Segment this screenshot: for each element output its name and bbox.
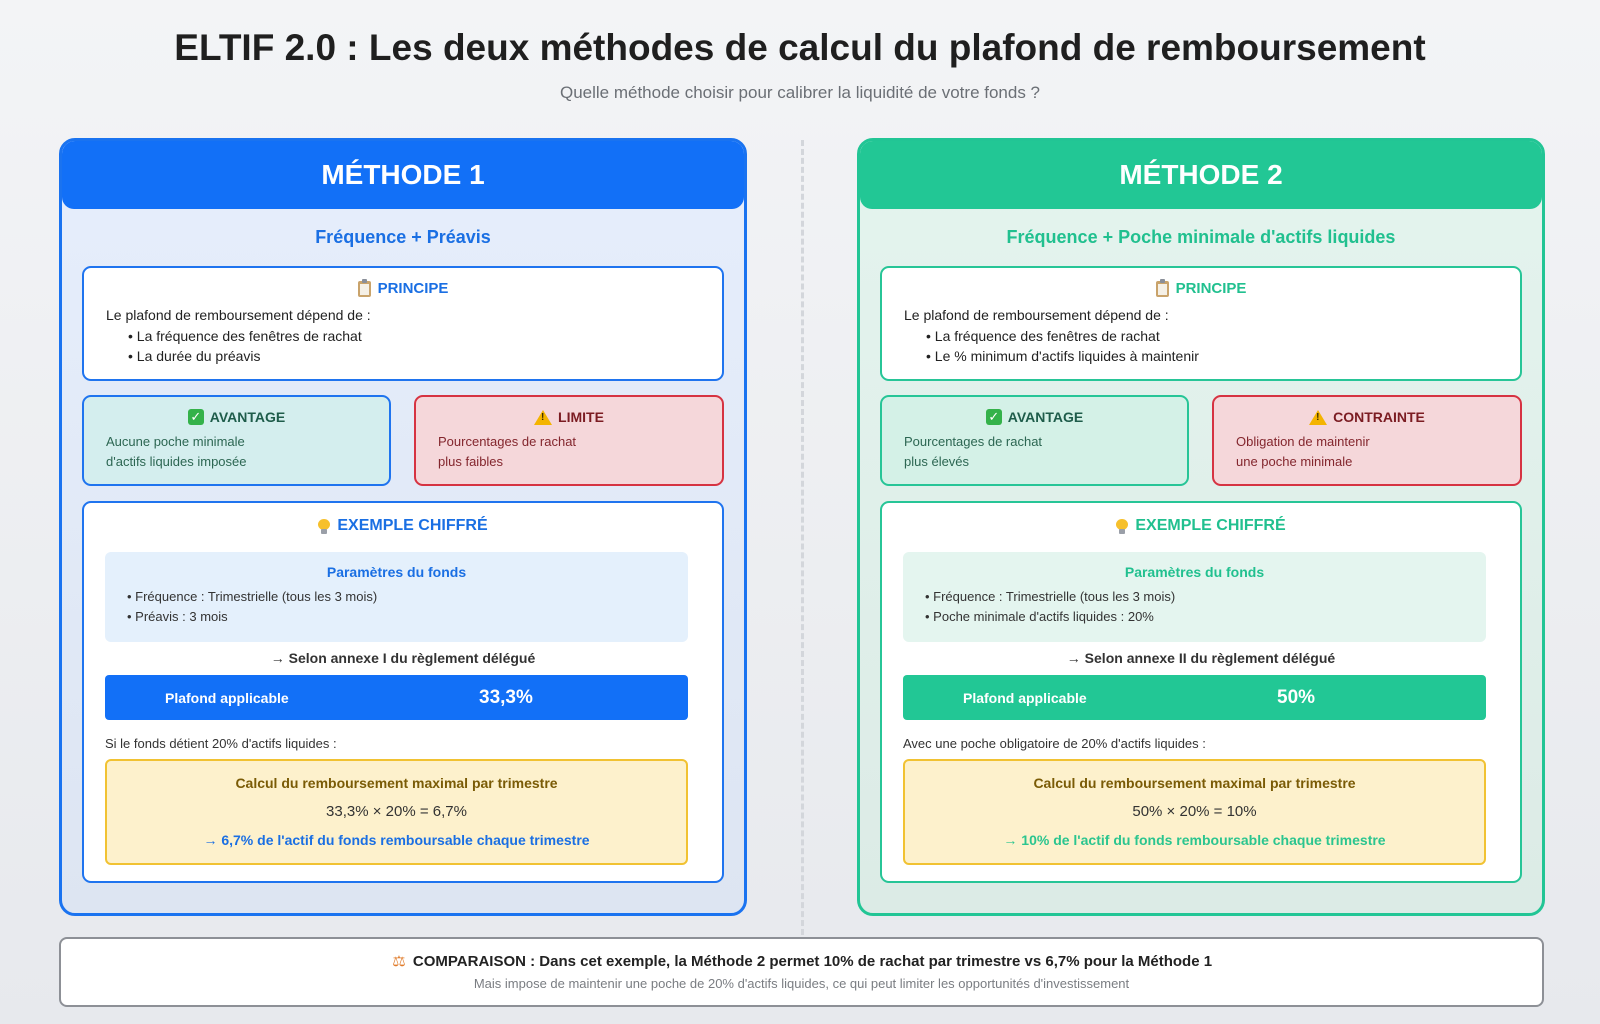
params-title: Paramètres du fonds <box>1124 564 1265 580</box>
exemple-title: EXEMPLE CHIFFRÉ <box>337 517 488 534</box>
calc-result: → 6,7% de l'actif du fonds remboursable chaque trimestre <box>203 832 590 848</box>
comparison-box <box>59 937 1544 1007</box>
clipboard-icon <box>358 281 371 297</box>
calc-box <box>903 759 1486 865</box>
principe-list <box>128 328 722 364</box>
calc-formula: 50% × 20% = 10% <box>1132 803 1257 820</box>
list-item: • La fréquence des fenêtres de rachat <box>926 328 1160 344</box>
method-1-title: MÉTHODE 1 <box>62 141 744 209</box>
avantage-card <box>82 395 391 486</box>
method-1-panel <box>59 138 747 916</box>
list-item: • La fréquence des fenêtres de rachat <box>128 328 362 344</box>
principe-card <box>880 266 1522 381</box>
params-box <box>105 552 688 642</box>
comparison-subtext: Mais impose de maintenir une poche de 20% d'actifs liquides, ce qui peut limiter les opportunités d'investissement <box>473 976 1130 991</box>
lightbulb-icon <box>318 519 330 534</box>
warning-icon <box>1309 410 1327 425</box>
avantage-line: Aucune poche minimale <box>106 434 245 449</box>
limite-title: LIMITE <box>558 409 604 425</box>
plafond-bar <box>105 675 688 720</box>
column-divider <box>801 140 804 935</box>
condition-text: Avec une poche obligatoire de 20% d'actifs liquides : <box>903 736 1206 751</box>
calc-formula: 33,3% × 20% = 6,7% <box>326 803 467 820</box>
contrainte-line: Obligation de maintenir <box>1236 434 1370 449</box>
check-icon: ✓ <box>986 409 1002 425</box>
check-icon: ✓ <box>188 409 204 425</box>
contrainte-line: une poche minimale <box>1236 454 1353 469</box>
contrainte-title: CONTRAINTE <box>1333 409 1425 425</box>
lightbulb-icon <box>1116 519 1128 534</box>
principe-title: PRINCIPE <box>377 280 449 297</box>
warning-icon <box>534 410 552 425</box>
plafond-label: Plafond applicable <box>165 689 289 706</box>
page-title: ELTIF 2.0 : Les deux méthodes de calcul du plafond de remboursement <box>174 27 1426 68</box>
comparison-text: COMPARAISON : Dans cet exemple, la Méthode 2 permet 10% de rachat par trimestre vs 6,7% pour la Méthode 1 <box>412 953 1213 970</box>
list-item: • Le % minimum d'actifs liquides à maintenir <box>926 348 1199 364</box>
principe-title: PRINCIPE <box>1175 280 1247 297</box>
method-2-subtitle: Fréquence + Poche minimale d'actifs liquides <box>1006 227 1396 247</box>
plafond-value: 50% <box>1277 686 1316 708</box>
plafond-label: Plafond applicable <box>963 689 1087 706</box>
avantage-line: plus élevés <box>904 454 970 469</box>
list-item: • La durée du préavis <box>128 348 261 364</box>
contrainte-card <box>1212 395 1522 486</box>
method-2-title: MÉTHODE 2 <box>860 141 1542 209</box>
avantage-title: AVANTAGE <box>1007 409 1084 425</box>
page-subtitle: Quelle méthode choisir pour calibrer la liquidité de votre fonds ? <box>559 83 1041 102</box>
principe-list <box>926 328 1520 364</box>
exemple-card <box>880 501 1522 883</box>
method-1-subtitle: Fréquence + Préavis <box>315 227 491 247</box>
exemple-title: EXEMPLE CHIFFRÉ <box>1135 517 1286 534</box>
limite-card <box>414 395 724 486</box>
list-item: • Fréquence : Trimestrielle (tous les 3 mois) <box>925 589 1176 604</box>
calc-result: → 10% de l'actif du fonds remboursable chaque trimestre <box>1003 832 1386 848</box>
annex-note: → Selon annexe II du règlement délégué <box>1066 650 1336 666</box>
limite-line: plus faibles <box>438 454 504 469</box>
method-2-panel <box>857 138 1545 916</box>
principe-intro: Le plafond de remboursement dépend de : <box>904 307 1169 323</box>
scale-icon: ⚖ <box>392 952 406 970</box>
exemple-card <box>82 501 724 883</box>
calc-title: Calcul du remboursement maximal par trimestre <box>1033 775 1356 791</box>
clipboard-icon <box>1156 281 1169 297</box>
limite-line: Pourcentages de rachat <box>438 434 577 449</box>
condition-text: Si le fonds détient 20% d'actifs liquides : <box>105 736 337 751</box>
annex-note: → Selon annexe I du règlement délégué <box>270 650 536 666</box>
avantage-line: Pourcentages de rachat <box>904 434 1043 449</box>
list-item: • Poche minimale d'actifs liquides : 20% <box>925 609 1154 624</box>
params-title: Paramètres du fonds <box>326 564 467 580</box>
plafond-value: 33,3% <box>479 686 533 708</box>
avantage-title: AVANTAGE <box>209 409 286 425</box>
params-box <box>903 552 1486 642</box>
list-item: • Fréquence : Trimestrielle (tous les 3 mois) <box>127 589 378 604</box>
principe-card <box>82 266 724 381</box>
avantage-card <box>880 395 1189 486</box>
list-item: • Préavis : 3 mois <box>127 609 228 624</box>
calc-box <box>105 759 688 865</box>
avantage-line: d'actifs liquides imposée <box>106 454 247 469</box>
calc-title: Calcul du remboursement maximal par trimestre <box>235 775 558 791</box>
plafond-bar <box>903 675 1486 720</box>
principe-intro: Le plafond de remboursement dépend de : <box>106 307 371 323</box>
